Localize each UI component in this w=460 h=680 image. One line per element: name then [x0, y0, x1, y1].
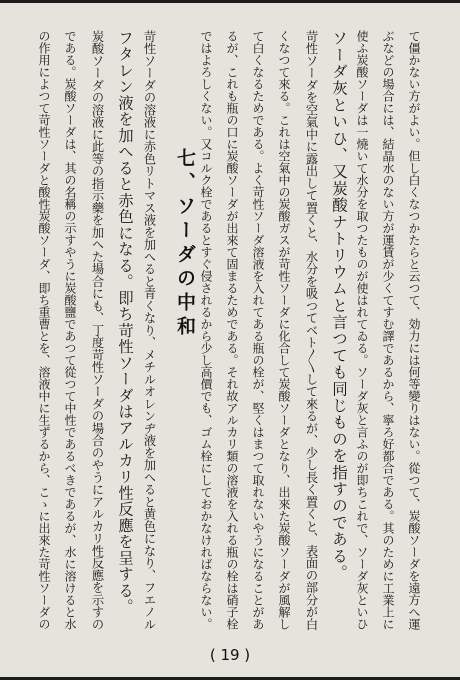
page-number: ( 19 ) — [209, 646, 251, 664]
top-border-rule — [0, 0, 460, 3]
text-line: ぶなどの場合には、結晶水のない方が運賃が少くてすむ譯であるから、寧ろ好都合である。其のために工業上に — [381, 30, 395, 630]
text-line: 使ふ炭酸ソーダは一燒いて水分を取つたものが使はれてゐる。ソーダ灰と言ふのが即ちこれで、ソーダ灰といひ — [355, 30, 369, 630]
text-line: 炭酸ソーダの溶液に此等の指示藥を加へた場合にも、丁度苛性ソーダの場合のやうにアルカリ性反應を示すの — [90, 30, 104, 631]
text-line: フタレン液を加へると赤色になる。即ち苛性ソーダはアルカリ性反應を呈する。 — [116, 30, 134, 615]
text-line: ソーダ灰といひ、又炭酸ナトリウムと言つても同じものを指すのである。 — [330, 30, 348, 582]
text-line: て白くなるためである。よく苛性ソーダ溶液を入れてある瓶の栓が、堅くはまつて取れないやうになることがあ — [251, 30, 265, 630]
text-line: である。炭酸ソーダは、其の名稱の示すやうに炭酸鹽であつて從つて中性であるべきであるが、水に溶けると水 — [63, 30, 77, 630]
section-heading: 七、ソーダの中和 — [174, 148, 196, 340]
text-line: ではよろしくない。又コルク栓であるとすぐ侵されるから少し高價でも、ゴム栓にしておかなければならない。 — [199, 30, 213, 630]
text-line: 苛性ソーダを空氣中に露出して置くと、水分を吸つてベト〳〵して來るが、少し長く置くと、表面の部分が白 — [304, 30, 318, 631]
text-line: て僵かない方がよい。但し白くなつかたらと云つて、効力には何等變りはない。從つて、炭酸ソーダを遠方へ運 — [407, 30, 421, 630]
text-line: 苛性ソーダの溶液に赤色リトマス液を加へると青くなり、メチルオレンヂ液を加へると黄色になり、フエノル — [142, 30, 156, 631]
text-line: の作用によつて苛性ソーダと酸性炭酸ソーダ、即ち重曹とを、溶液中に生ずるから、こゝに出來た苛性ソーダの — [37, 30, 51, 630]
text-line: るが、これも瓶の口に炭酸ソーダが出來て固まるためである。それ故アルカリ類の溶液を入れる瓶の栓は硝子栓 — [225, 30, 239, 630]
text-line: くなつて來る。これは空氣中の炭酸ガスが苛性ソーダに化合して炭酸ソーダとなり、出來た炭酸ソーダが風解し — [277, 30, 291, 630]
